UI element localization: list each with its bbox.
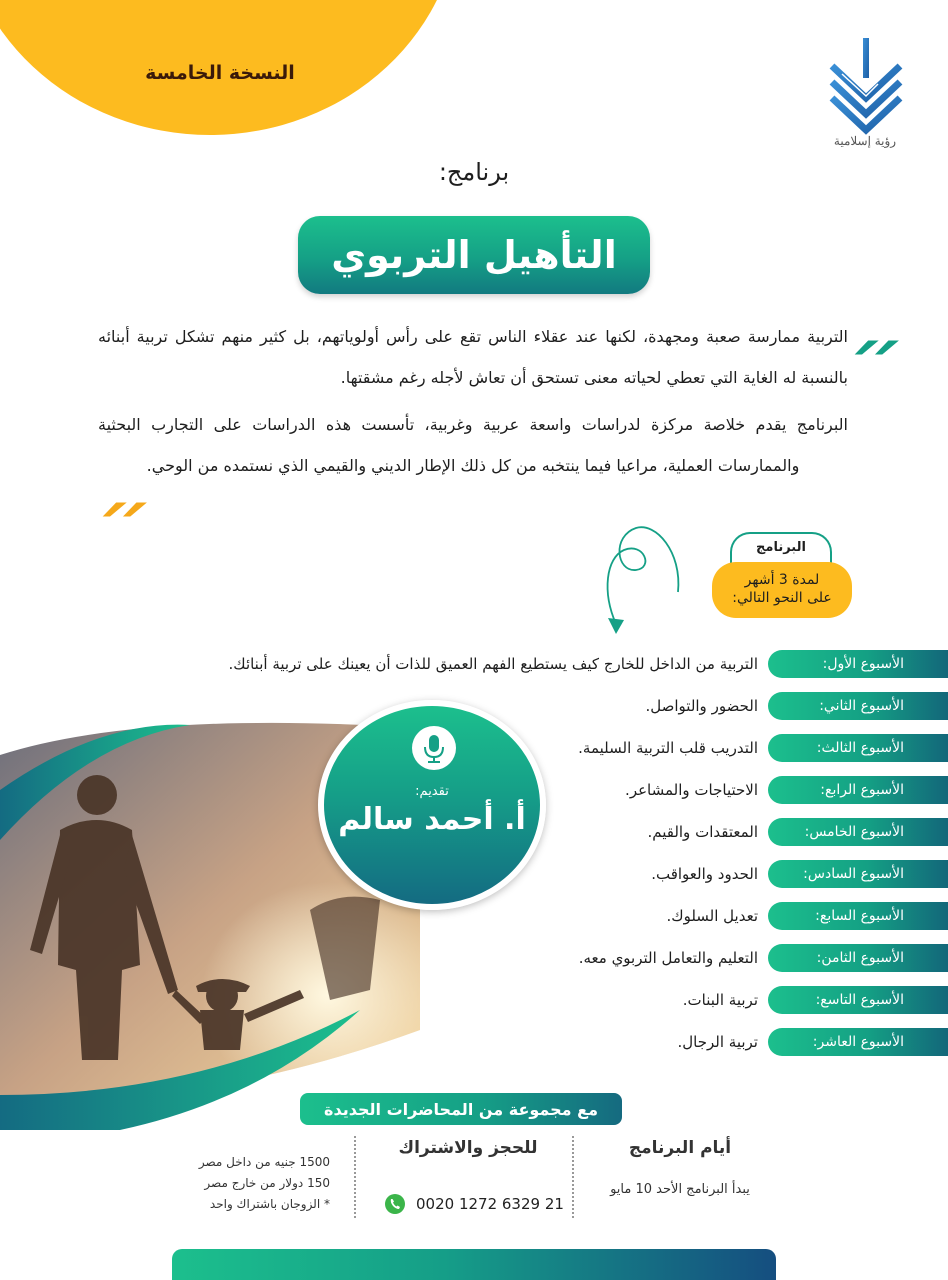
booking-title: للحجز والاشتراك xyxy=(398,1138,538,1158)
price-list xyxy=(180,1152,330,1215)
divider xyxy=(354,1136,356,1218)
swirl-arrow-icon xyxy=(596,522,688,638)
week-topic: التعليم والتعامل التربوي معه. xyxy=(578,949,758,967)
program-start-date: يبدأ البرنامج الأحد 10 مايو xyxy=(610,1182,750,1197)
edition-label: النسخة الخامسة xyxy=(145,62,295,84)
logo-text: رؤية إسلامية xyxy=(833,134,897,148)
week-label: الأسبوع الأول: xyxy=(768,650,948,678)
presenter-badge xyxy=(318,700,546,910)
week-row-10 xyxy=(678,1028,948,1056)
lectures-banner: مع مجموعة من المحاضرات الجديدة xyxy=(300,1093,622,1125)
week-topic: التربية من الداخل للخارج كيف يستطيع الفهم العميق للذات أن يعينك على تربية أبنائك. xyxy=(228,655,758,673)
footer-bar xyxy=(172,1249,776,1280)
intro-paragraph-2: البرنامج يقدم خلاصة مركزة لدراسات واسعة عربية وغربية، تأسست هذه الدراسات على التجارب البحثية والممارسات العملية، مراعيا فيما ينتخبه من كل ذلك الإطار الديني والقيمي الذي نستمده من الوحي. xyxy=(98,415,848,475)
price-couples-note: * الزوجان باشتراك واحد xyxy=(209,1197,330,1211)
week-topic: الاحتياجات والمشاعر. xyxy=(625,781,758,799)
divider xyxy=(572,1136,574,1218)
program-days-section xyxy=(580,1138,780,1197)
week-label: الأسبوع السادس: xyxy=(768,860,948,888)
week-label: الأسبوع الثاني: xyxy=(768,692,948,720)
program-days-title: أيام البرنامج xyxy=(628,1138,732,1158)
week-row-6 xyxy=(651,860,948,888)
booking-phone[interactable] xyxy=(384,1193,564,1215)
week-row-5 xyxy=(647,818,948,846)
week-row-9 xyxy=(683,986,948,1014)
week-topic: المعتقدات والقيم. xyxy=(647,823,758,841)
price-abroad: 150 دولار من خارج مصر xyxy=(204,1176,330,1190)
week-topic: تربية البنات. xyxy=(682,991,758,1009)
quote-close-icon: ״ xyxy=(86,473,160,562)
program-title-badge xyxy=(298,216,650,294)
week-topic: الحضور والتواصل. xyxy=(645,697,758,715)
week-row-2 xyxy=(646,692,948,720)
week-row-3 xyxy=(578,734,948,762)
week-label: الأسبوع العاشر: xyxy=(768,1028,948,1056)
whatsapp-icon xyxy=(384,1193,406,1215)
booking-section xyxy=(378,1138,558,1158)
week-label: الأسبوع الثالث: xyxy=(768,734,948,762)
program-title: التأهيل التربوي xyxy=(331,233,617,277)
phone-number[interactable]: 0020 1272 6329 21 xyxy=(416,1195,564,1213)
price-egypt: 1500 جنيه من داخل مصر xyxy=(198,1155,330,1169)
duration-badge xyxy=(712,562,852,618)
presenter-name: أ. أحمد سالم xyxy=(338,802,526,837)
duration-line-1: لمدة 3 أشهر xyxy=(744,572,820,588)
week-row-8 xyxy=(579,944,948,972)
quote-open-icon: ״ xyxy=(838,311,912,400)
week-topic: تعديل السلوك. xyxy=(666,907,758,925)
week-topic: تربية الرجال. xyxy=(677,1033,758,1051)
week-row-7 xyxy=(666,902,948,930)
week-label: الأسبوع الرابع: xyxy=(768,776,948,804)
week-label: الأسبوع السابع: xyxy=(768,902,948,930)
week-topic: الحدود والعواقب. xyxy=(651,865,758,883)
week-row-1 xyxy=(229,650,948,678)
duration-line-2: على النحو التالي: xyxy=(732,590,832,606)
program-label: برنامج: xyxy=(438,158,510,186)
week-label: الأسبوع التاسع: xyxy=(768,986,948,1014)
week-row-4 xyxy=(625,776,948,804)
duration-label: البرنامج xyxy=(730,532,832,566)
week-label: الأسبوع الثامن: xyxy=(768,944,948,972)
intro-paragraph-1: التربية ممارسة صعبة ومجهدة، لكنها عند عقلاء الناس تقع على رأس أولوياتهم، بل كثير منهم تشكل تربية أبنائه بالنسبة له الغاية التي تعطي لحياته معنى تستحق أن تعاش لأجله رغم مشقتها. xyxy=(98,327,848,387)
microphone-icon xyxy=(412,726,456,770)
presenter-label: تقديم: xyxy=(415,784,449,799)
week-label: الأسبوع الخامس: xyxy=(768,818,948,846)
week-topic: التدريب قلب التربية السليمة. xyxy=(578,739,758,757)
